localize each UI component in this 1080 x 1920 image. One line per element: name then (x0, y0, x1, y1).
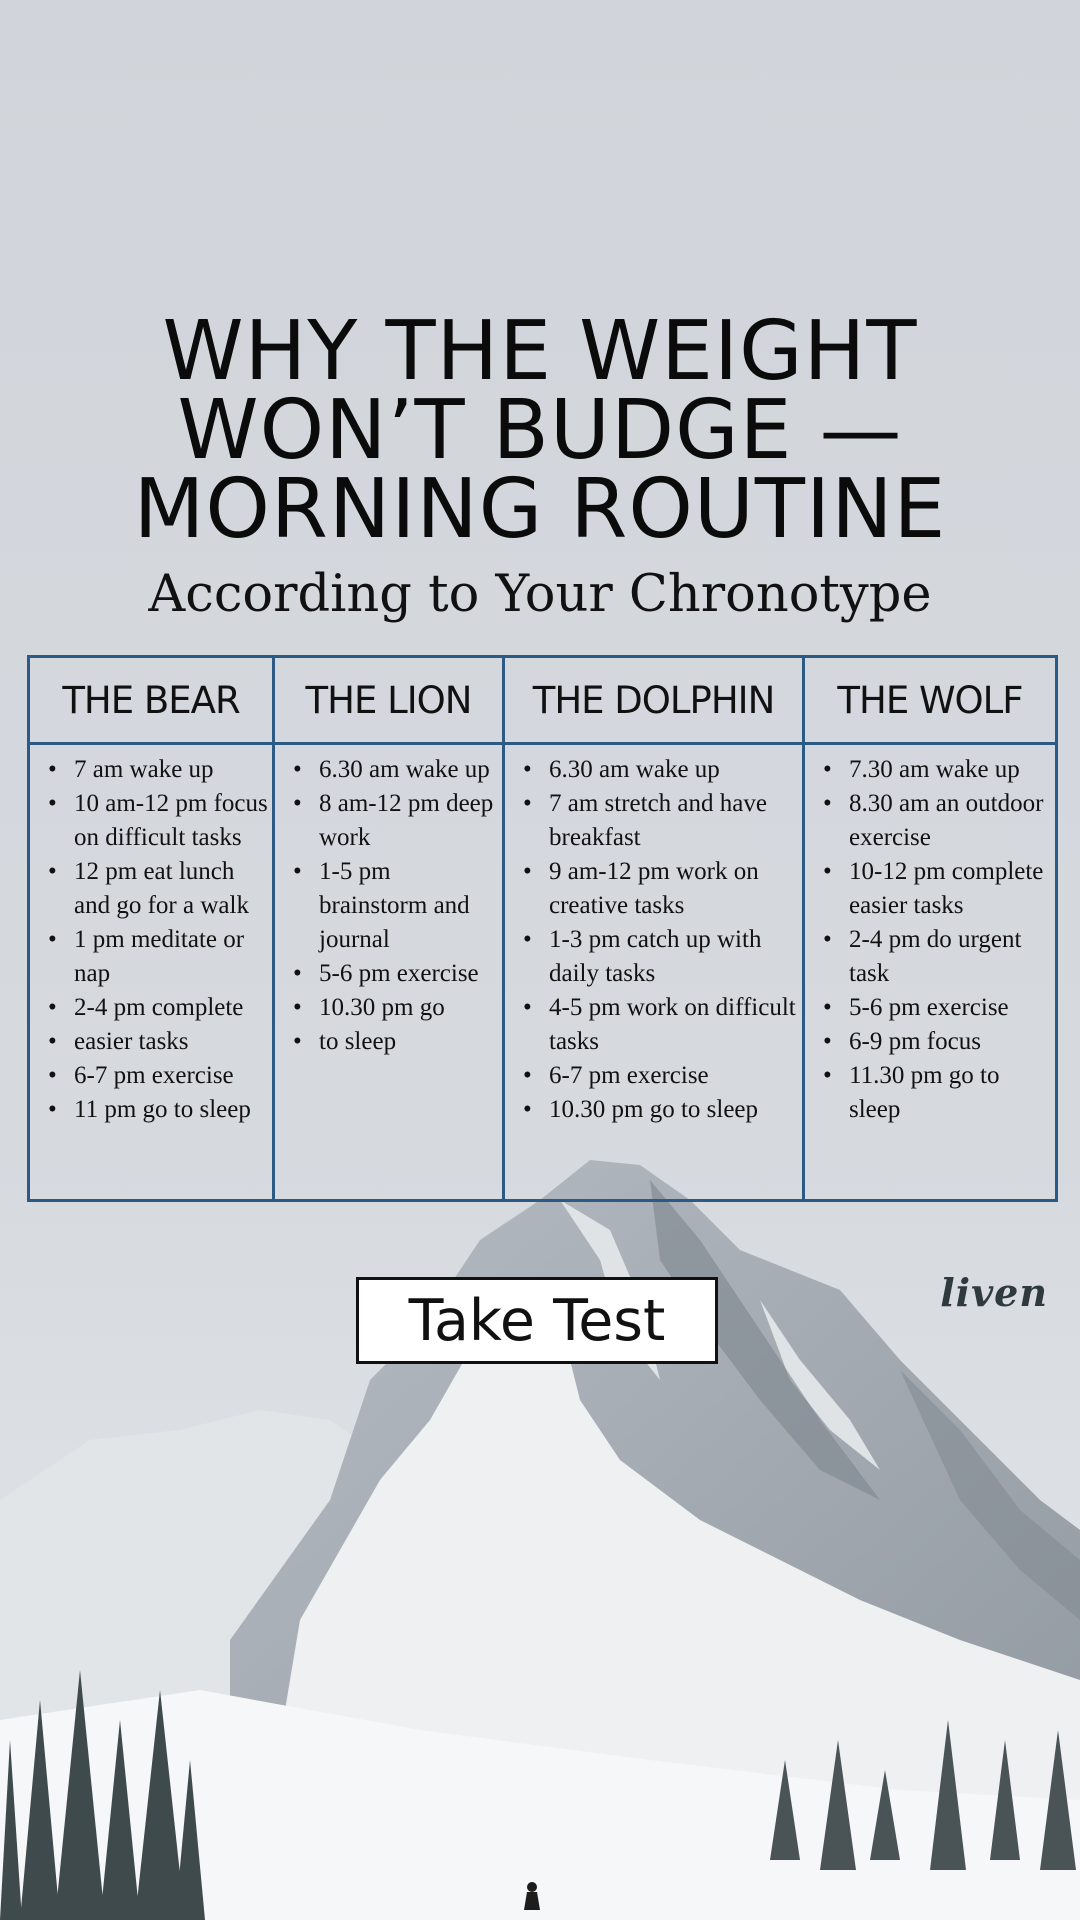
brand-logo: liven (940, 1270, 1048, 1315)
list-item: • 10.30 pm go to sleep (515, 1093, 798, 1127)
take-test-button[interactable]: Take Test (356, 1277, 718, 1364)
list-item: • 8 am-12 pm deep work (285, 787, 498, 855)
list-item: • 10 am-12 pm focus on difficult tasks (40, 787, 268, 855)
list-item: • 11.30 pm go to sleep (815, 1059, 1051, 1127)
list-item: • 6-7 pm exercise (40, 1059, 268, 1093)
list-item: • to sleep (285, 1025, 498, 1059)
column-header-dolphin: THE DOLPHIN (504, 657, 804, 744)
list-item: • 10-12 pm complete easier tasks (815, 855, 1051, 923)
list-item: • 11 pm go to sleep (40, 1093, 268, 1127)
list-item: • 5-6 pm exercise (285, 957, 498, 991)
column-header-wolf: THE WOLF (804, 657, 1057, 744)
page-subtitle: According to Your Chronotype (148, 565, 932, 624)
list-item: • 8.30 am an outdoor exercise (815, 787, 1051, 855)
chronotype-table (27, 655, 1058, 1202)
list-item: • 1-3 pm catch up with daily tasks (515, 923, 798, 991)
list-item: • 1 pm meditate or nap (40, 923, 268, 991)
wolf-schedule (804, 744, 1057, 1201)
list-item: • 6.30 am wake up (515, 753, 798, 787)
list-item: • 1-5 pm brainstorm and journal (285, 855, 498, 957)
column-header-bear: THE BEAR (29, 657, 274, 744)
title-line: WON’T BUDGE — (177, 383, 903, 478)
list-item: • 2-4 pm complete (40, 991, 268, 1025)
list-item: • 5-6 pm exercise (815, 991, 1051, 1025)
list-item: • 6.30 am wake up (285, 753, 498, 787)
title-line: MORNING ROUTINE (133, 462, 947, 557)
list-item: • 9 am-12 pm work on creative tasks (515, 855, 798, 923)
list-item: • easier tasks (40, 1025, 268, 1059)
list-item: • 12 pm eat lunch and go for a walk (40, 855, 268, 923)
lion-schedule (274, 744, 504, 1201)
page-title (0, 304, 1080, 557)
list-item: • 7 am wake up (40, 753, 268, 787)
list-item: • 2-4 pm do urgent task (815, 923, 1051, 991)
title-line: WHY THE WEIGHT (162, 304, 918, 399)
list-item: • 7.30 am wake up (815, 753, 1051, 787)
list-item: • 10.30 pm go (285, 991, 498, 1025)
list-item: • 6-7 pm exercise (515, 1059, 798, 1093)
column-header-lion: THE LION (274, 657, 504, 744)
bear-schedule (29, 744, 274, 1201)
dolphin-schedule (504, 744, 804, 1201)
list-item: • 7 am stretch and have breakfast (515, 787, 798, 855)
list-item: • 4-5 pm work on difficult tasks (515, 991, 798, 1059)
list-item: • 6-9 pm focus (815, 1025, 1051, 1059)
